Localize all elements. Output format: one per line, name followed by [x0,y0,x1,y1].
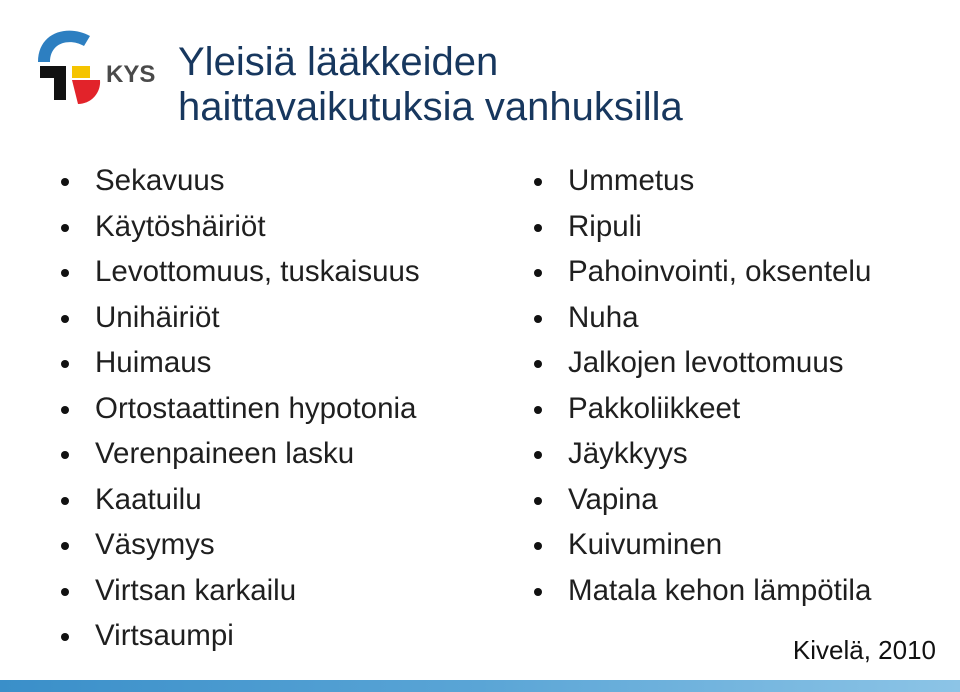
list-item: Virtsaumpi [58,613,420,659]
logo-blue-shape [38,31,90,62]
list-item: Pahoinvointi, oksentelu [531,249,871,295]
list-item: Virtsan karkailu [58,568,420,614]
list-item: Pakkoliikkeet [531,386,871,432]
logo-black-bar-v [54,66,66,100]
kys-logo-icon [28,22,178,117]
list-item: Vapina [531,477,871,523]
list-item: Huimaus [58,340,420,386]
list-item: Nuha [531,295,871,341]
list-item: Verenpaineen lasku [58,431,420,477]
left-bullet-list [58,158,420,659]
page-title [178,40,938,130]
title-line-2: haittavaikutuksia vanhuksilla [178,85,683,129]
list-item: Ortostaattinen hypotonia [58,386,420,432]
list-item: Levottomuus, tuskaisuus [58,249,420,295]
logo-text: KYS [106,61,156,88]
kys-logo [28,22,178,117]
citation: Kivelä, 2010 [792,635,936,665]
list-item: Ummetus [531,158,871,204]
list-item: Väsymys [58,522,420,568]
list-item: Matala kehon lämpötila [531,568,871,614]
list-item: Unihäiriöt [58,295,420,341]
list-item: Kuivuminen [531,522,871,568]
list-item: Ripuli [531,204,871,250]
list-item: Sekavuus [58,158,420,204]
logo-yellow-shape [72,66,90,78]
list-item: Käytöshäiriöt [58,204,420,250]
list-item: Jäykkyys [531,431,871,477]
logo-red-shape [72,80,100,104]
title-line-1: Yleisiä lääkkeiden [178,40,499,84]
footer-bar [0,680,960,692]
list-item: Kaatuilu [58,477,420,523]
list-item: Jalkojen levottomuus [531,340,871,386]
right-bullet-list [531,158,871,613]
